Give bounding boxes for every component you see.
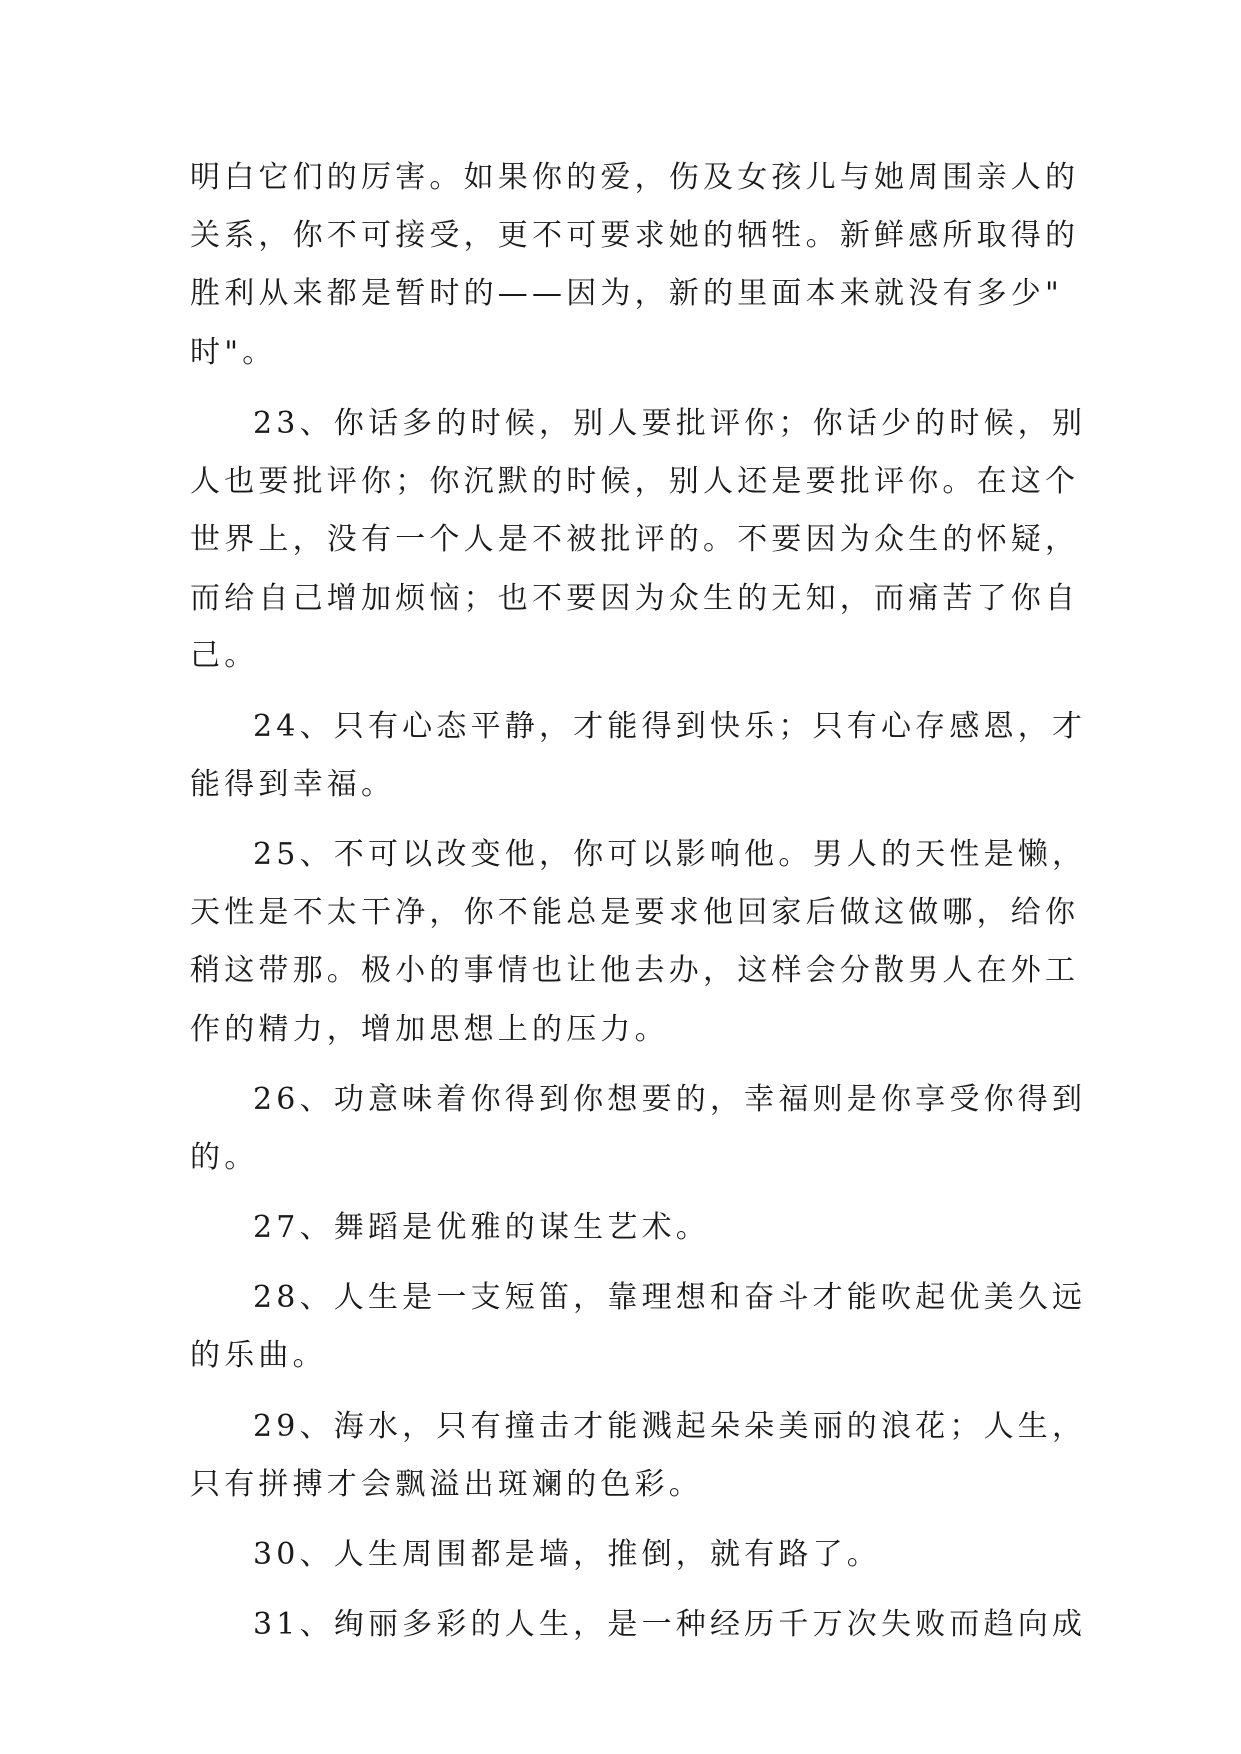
text-line: 作的精力，增加思想上的压力。 xyxy=(190,1012,669,1047)
text-line: 的。 xyxy=(190,1140,259,1175)
paragraph-31-first-line: 31、绚丽多彩的人生，是一种经历千万次失败而趋向成 xyxy=(253,1607,1087,1642)
paragraph-28-first-line: 28、人生是一支短笛，靠理想和奋斗才能吹起优美久远 xyxy=(253,1280,1087,1315)
text-line: 天性是不太干净，你不能总是要求他回家后做这做哪，给你 xyxy=(190,895,1080,930)
text-line: 世界上，没有一个人是不被批评的。不要因为众生的怀疑， xyxy=(190,522,1080,557)
paragraph-25-first-line: 25、不可以改变他，你可以影响他。男人的天性是懒， xyxy=(253,837,1087,872)
paragraph-29-first-line: 29、海水，只有撞击才能溅起朵朵美丽的浪花；人生， xyxy=(253,1409,1087,1444)
text-line: 时"。 xyxy=(190,335,277,370)
text-line: 关系，你不可接受，更不可要求她的牺牲。新鲜感所取得的 xyxy=(190,218,1080,253)
text-line: 稍这带那。极小的事情也让他去办，这样会分散男人在外工 xyxy=(190,953,1080,988)
paragraph-27: 27、舞蹈是优雅的谋生艺术。 xyxy=(253,1210,710,1245)
text-line: 己。 xyxy=(190,638,259,673)
text-line: 明白它们的厉害。如果你的爱，伤及女孩儿与她周围亲人的 xyxy=(190,160,1080,195)
paragraph-30: 30、人生周围都是墙，推倒，就有路了。 xyxy=(253,1537,881,1572)
text-line: 的乐曲。 xyxy=(190,1338,327,1373)
text-line: 胜利从来都是暂时的——因为，新的里面本来就没有多少" xyxy=(190,276,1063,311)
paragraph-24-first-line: 24、只有心态平静，才能得到快乐；只有心存感恩，才 xyxy=(253,709,1087,744)
paragraph-23-first-line: 23、你话多的时候，别人要批评你；你话少的时候，别 xyxy=(253,406,1087,441)
text-line: 只有拼搏才会飘溢出斑斓的色彩。 xyxy=(190,1467,703,1502)
text-line: 能得到幸福。 xyxy=(190,767,396,802)
text-line: 而给自己增加烦恼；也不要因为众生的无知，而痛苦了你自 xyxy=(190,581,1080,616)
paragraph-26-first-line: 26、功意味着你得到你想要的，幸福则是你享受你得到 xyxy=(253,1082,1087,1117)
text-line: 人也要批评你；你沉默的时候，别人还是要批评你。在这个 xyxy=(190,464,1080,499)
